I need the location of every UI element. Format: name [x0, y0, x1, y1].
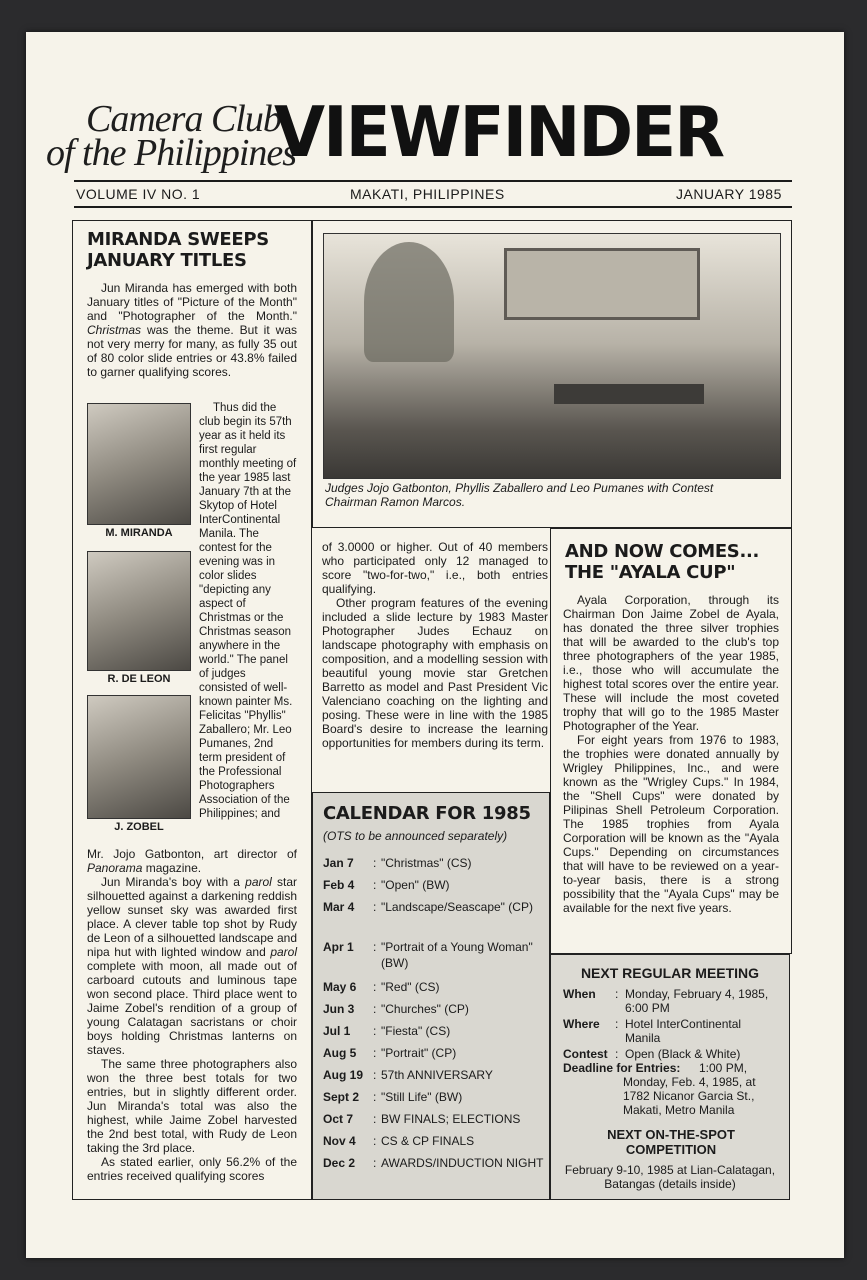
spot-title: NEXT ON-THE-SPOT COMPETITION	[607, 1127, 735, 1157]
calendar-event-colon: :	[373, 1090, 377, 1104]
portrait-miranda	[87, 403, 191, 525]
feature-photo-box	[312, 220, 792, 528]
calendar-event-colon: :	[373, 1112, 377, 1126]
lead-p1-theme: Christmas	[87, 323, 142, 337]
issue-date: JANUARY 1985	[676, 186, 782, 202]
meeting-box	[550, 954, 790, 1200]
calendar-event-text: "Portrait of a Young Woman" (BW)	[381, 940, 533, 970]
calendar-event-text: "Fiesta" (CS)	[381, 1024, 451, 1038]
aquarium-picture	[504, 248, 700, 320]
calendar-event-text: "Churches" (CP)	[381, 1002, 469, 1016]
calendar-event-date: Sept 2	[323, 1090, 360, 1104]
photo-caption: Judges Jojo Gatbonton, Phyllis Zaballero and Leo Pumanes with Contest Chairman Ramon Marcos.	[325, 481, 714, 509]
where-value: Hotel InterContinental Manila	[625, 1017, 742, 1045]
spot-text: February 9-10, 1985 at Lian-Calatagan, Batangas (details inside)	[564, 1163, 776, 1191]
calendar-event-date: May 6	[323, 980, 357, 994]
lead-p2-text: Thus did the club begin its 57th year as it held its first regular monthly meeting of the year 1985 last January 7th at the Skytop of Hotel InterContinental Manila. The contest for the evening was in color slides "depicting any aspect of Christmas or the Christmas season anywhere in the world." The panel of judges consisted of well-known painter Ms. Felicitas "Phyllis" Zaballero; Mr. Leo Pumanes, 2nd term president of the Professional Photographers Association of the Philippines; and	[199, 402, 297, 820]
portrait-de-leon	[87, 551, 191, 671]
calendar-event-colon: :	[373, 1156, 377, 1170]
lead-intro-paragraph	[87, 281, 297, 379]
calendar-event-colon: :	[373, 1024, 377, 1038]
lead-p4-text: The same three photographers also won the three best totals for two entries, but in slightly different order. Jun Miranda's total was also the highest, while Jaime Zobel harvested the 2nd best total, with Rudy de Leon taking the 3rd place.	[87, 1057, 297, 1155]
portrait-de-leon-caption: R. DE LEON	[107, 673, 171, 685]
calendar-event-text: 57th ANNIVERSARY	[381, 1068, 493, 1082]
calendar-event-colon: :	[373, 980, 377, 994]
lead-p5-text: As stated earlier, only 56.2% of the entries received qualifying scores	[87, 1155, 297, 1183]
calendar-title: CALENDAR FOR 1985	[323, 803, 531, 824]
calendar-event-date: Nov 4	[323, 1134, 356, 1148]
newsletter-title: VIEWFINDER	[274, 92, 724, 173]
when-label: When	[563, 987, 596, 1001]
calendar-event-colon: :	[373, 1068, 377, 1082]
calendar-event-date: Jun 3	[323, 1002, 355, 1016]
ayala-p2: For eight years from 1976 to 1983, the trophies were donated annually by Wrigley Philippines, Inc., and were known as the "Wrigley Cups." In 1984, the "Shell Cups" were donated by Pilipinas Shell Petroleum Corporation. The 1985 trophies from Ayala Corporation will be known as the "Ayala Cups." Depending on circumstances that will have to be reviewed on a year-to-year basis, there is a strong possibility that the "Ayala Cups" may be available for the next five years.	[563, 733, 779, 915]
continued-p2: Other program features of the evening included a slide lecture by 1983 Master Photographer Judes Echauz on landscape photography with emphasis on composition, and a modelling session with beautiful young movie star Gretchen Barretto as model and Past President Vic Valenciano coaching on the lighting and posing. These were in line with the 1985 Board's desire to increase the learning opportunities for members during its term.	[322, 596, 548, 750]
lead-p3-em2: parol	[270, 945, 297, 959]
coffee-table-shape	[554, 384, 704, 404]
calendar-event-text: "Christmas" (CS)	[381, 856, 472, 870]
lead-p3-text: Jun Miranda's boy with a	[101, 875, 246, 889]
portrait-zobel	[87, 695, 191, 819]
ayala-article-box	[550, 528, 792, 954]
portrait-zobel-caption: J. ZOBEL	[114, 821, 164, 833]
calendar-event-date: Mar 4	[323, 900, 355, 914]
calendar-event-colon: :	[373, 1134, 377, 1148]
calendar-event-text: BW FINALS; ELECTIONS	[381, 1112, 521, 1126]
place-label: MAKATI, PHILIPPINES	[350, 186, 505, 202]
calendar-event-colon: :	[373, 1046, 377, 1060]
calendar-event-date: Apr 1	[323, 940, 354, 954]
continued-article	[322, 540, 548, 750]
lead-p1-text-end: was the theme. But it was not very merry for many, as fully 35 out of 80 color slide entries or 43.8% failed to garner qualifying scores.	[87, 323, 297, 379]
newsletter-page	[26, 32, 844, 1258]
calendar-event-colon: :	[373, 856, 377, 870]
contest-label: Contest	[563, 1047, 608, 1061]
calendar-event-date: Jul 1	[323, 1024, 351, 1038]
portrait-miranda-caption: M. MIRANDA	[105, 527, 173, 539]
lead-p2-end: Mr. Jojo Gatbonton, art director of	[87, 847, 297, 861]
where-label: Where	[563, 1017, 600, 1031]
contest-value: Open (Black & White)	[625, 1047, 741, 1061]
lead-magazine-name: Panorama	[87, 861, 143, 875]
calendar-event-colon: :	[373, 878, 377, 892]
calendar-event-text: CS & CP FINALS	[381, 1134, 475, 1148]
ayala-body	[563, 593, 779, 915]
ayala-headline: AND NOW COMES... THE "AYALA CUP"	[565, 541, 760, 583]
calendar-event-colon: :	[373, 1002, 377, 1016]
lead-article-box	[72, 220, 312, 1200]
volume-label: VOLUME IV NO. 1	[76, 186, 201, 202]
calendar-event-text: "Landscape/Seascape" (CP)	[381, 900, 533, 914]
lead-body-wide	[87, 847, 297, 1183]
calendar-box	[312, 792, 550, 1200]
lead-body-narrow	[199, 401, 297, 821]
calendar-event-date: Oct 7	[323, 1112, 354, 1126]
calendar-event-text: "Portrait" (CP)	[381, 1046, 457, 1060]
calendar-event-colon: :	[373, 900, 377, 914]
calendar-event-text: "Open" (BW)	[381, 878, 450, 892]
masthead-rule-bottom	[74, 206, 792, 208]
when-value: Monday, February 4, 1985, 6:00 PM	[625, 987, 769, 1015]
calendar-event-date: Dec 2	[323, 1156, 356, 1170]
lead-headline: MIRANDA SWEEPS JANUARY TITLES	[87, 229, 269, 271]
calendar-event-date: Aug 5	[323, 1046, 357, 1060]
calendar-event-date: Jan 7	[323, 856, 354, 870]
lead-p3-em: parol	[245, 875, 272, 889]
deadline-label: Deadline for Entries:	[563, 1061, 681, 1075]
contest-colon: :	[615, 1047, 619, 1061]
continued-p1: of 3.0000 or higher. Out of 40 members who participated only 12 managed to score "two-for-two," i.e., both entries qualifying.	[322, 540, 548, 596]
deadline-value: 1:00 PM, Monday, Feb. 4, 1985, at 1782 Nicanor Garcia St., Makati, Metro Manila	[623, 1061, 756, 1117]
calendar-event-date: Aug 19	[323, 1068, 364, 1082]
lead-p2-end-b: magazine.	[142, 861, 202, 875]
ayala-p1: Ayala Corporation, through its Chairman Don Jaime Zobel de Ayala, has donated the three silver trophies that will be awarded to the club's top three photographers of the year 1985, i.e., those who will accumulate the highest total scores over the entire year. These will include the most coveted trophy that will go to the 1985 Master Photographer of the Year.	[563, 593, 779, 733]
plant-shape	[364, 242, 454, 362]
judges-photo	[323, 233, 781, 479]
masthead-rule-top	[74, 180, 792, 182]
club-name-line2: of the Philippines	[46, 132, 297, 174]
calendar-event-date: Feb 4	[323, 878, 355, 892]
club-name-line1: Camera Club	[86, 98, 281, 140]
calendar-event-text: "Red" (CS)	[381, 980, 440, 994]
where-colon: :	[615, 1017, 619, 1031]
meeting-title: NEXT REGULAR MEETING	[580, 965, 760, 981]
calendar-event-text: "Still Life" (BW)	[381, 1090, 463, 1104]
calendar-event-colon: :	[373, 940, 377, 954]
calendar-event-text: AWARDS/INDUCTION NIGHT	[381, 1156, 544, 1170]
lead-p1-text: Jun Miranda has emerged with both January titles of "Picture of the Month" and "Photographer of the Month."	[87, 281, 297, 323]
when-colon: :	[615, 987, 619, 1001]
calendar-subtitle: (OTS to be announced separately)	[323, 829, 508, 843]
lead-p3-text-b: star silhouetted against a darkening reddish yellow sunset sky was awarded first place. A clever table top shot by Rudy de Leon of a silhouetted landscape and nipa hut with lighted window and	[87, 875, 297, 959]
lead-p3-text-c: complete with moon, all made out of carboard cutouts and luminous tape won second place. Third place went to Jaime Zobel's rendition of a group of young Calatagan sacristans or choir boys holding Christmas lanterns on staves.	[87, 959, 297, 1057]
